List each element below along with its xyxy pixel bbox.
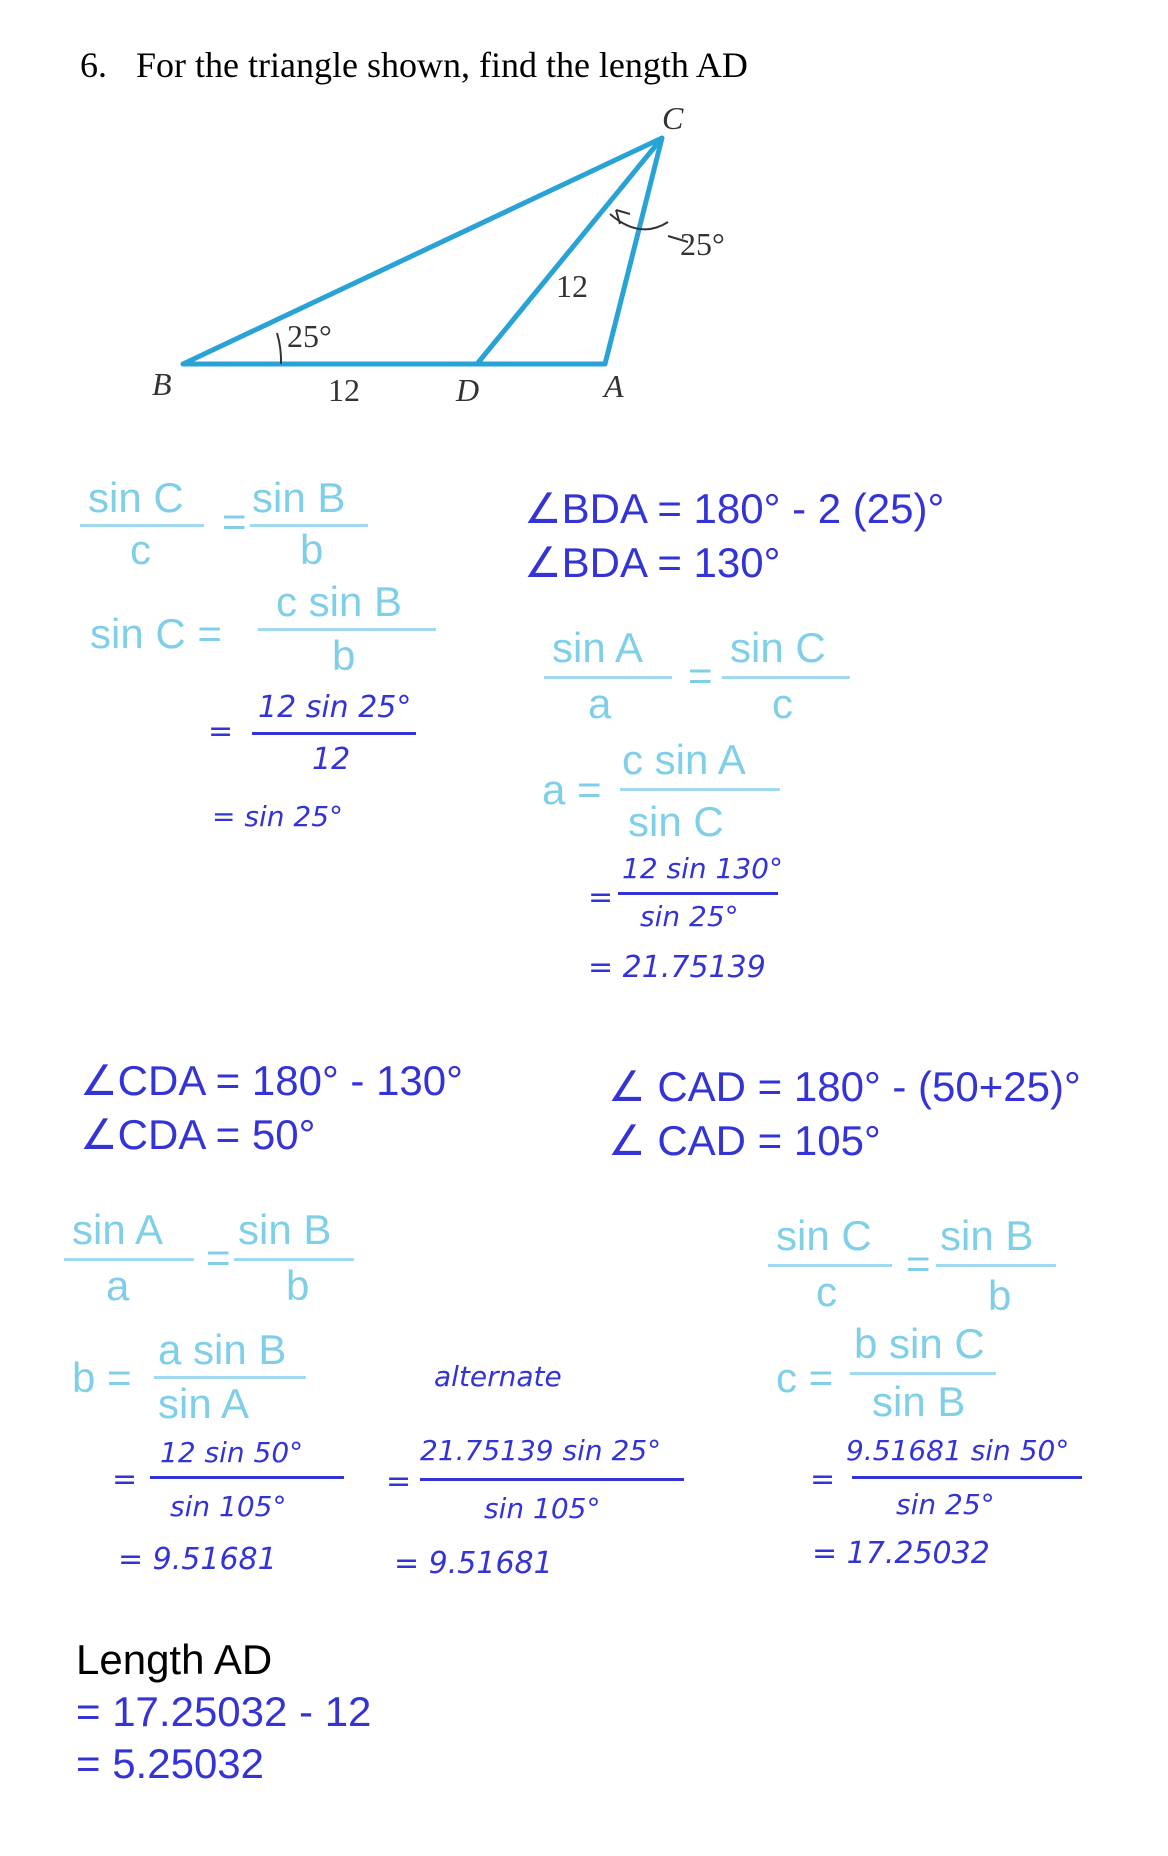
law4-num-left: sin C bbox=[776, 1212, 872, 1259]
b-result: = 9.51681 bbox=[118, 1542, 277, 1577]
sinc-num: c sin B bbox=[276, 578, 403, 625]
c-result: = 17.25032 bbox=[812, 1536, 990, 1571]
sinc-lhs: sin C = bbox=[90, 610, 222, 657]
cda-line-1: ∠CDA = 180° - 130° bbox=[80, 1057, 463, 1104]
cda-line-2: ∠CDA = 50° bbox=[80, 1111, 316, 1158]
law3-bar-right bbox=[234, 1258, 354, 1261]
a-result: = 21.75139 bbox=[588, 950, 766, 985]
answer-line-2: = 5.25032 bbox=[76, 1740, 265, 1787]
b-sub-bar bbox=[150, 1476, 344, 1479]
c-bar bbox=[850, 1372, 996, 1375]
bda-line-1: ∠BDA = 180° - 2 (25)° bbox=[524, 485, 945, 532]
triangle-lines bbox=[183, 138, 662, 364]
law4-bar-left bbox=[768, 1264, 892, 1267]
angle-label-b: 25° bbox=[287, 318, 332, 354]
law1-eq: = bbox=[222, 498, 247, 545]
vertex-label-a: A bbox=[604, 368, 624, 404]
angle-label-c: 25° bbox=[680, 226, 725, 262]
arrow-head-icon bbox=[616, 210, 630, 224]
b-den: sin A bbox=[158, 1380, 250, 1427]
law1-num-right: sin B bbox=[252, 474, 346, 521]
law1-den-right: b bbox=[300, 526, 324, 573]
a-bar bbox=[620, 788, 780, 791]
law2-bar-right bbox=[722, 676, 850, 679]
a-sub-num: 12 sin 130° bbox=[622, 852, 783, 885]
law3-bar-left bbox=[64, 1258, 194, 1261]
c-sub-bar bbox=[852, 1476, 1082, 1479]
b-bar bbox=[154, 1376, 306, 1379]
side-label-bd: 12 bbox=[328, 372, 360, 408]
bda-line-2: ∠BDA = 130° bbox=[524, 539, 781, 586]
sinc-bar bbox=[258, 628, 436, 631]
law4-den-left: c bbox=[816, 1268, 837, 1315]
law2-den-left: a bbox=[588, 680, 612, 727]
law3-den-left: a bbox=[106, 1262, 130, 1309]
b-lhs: b = bbox=[72, 1354, 132, 1401]
question-number: 6. bbox=[80, 45, 107, 85]
law3-eq: = bbox=[206, 1234, 231, 1281]
law2-num-right: sin C bbox=[730, 624, 826, 671]
sinc-den: b bbox=[332, 632, 356, 679]
law2-num-left: sin A bbox=[552, 624, 644, 671]
sinc-sub-eq: = bbox=[208, 714, 234, 749]
b-sub-den: sin 105° bbox=[170, 1490, 287, 1523]
b-sub-num: 12 sin 50° bbox=[160, 1436, 304, 1469]
law3-num-left: sin A bbox=[72, 1206, 164, 1253]
c-sub-eq: = bbox=[810, 1462, 836, 1497]
law3-den-right: b bbox=[286, 1262, 310, 1309]
law4-eq: = bbox=[906, 1240, 931, 1287]
a-sub-eq: = bbox=[588, 880, 614, 915]
b-num: a sin B bbox=[158, 1326, 287, 1373]
sinc-sub-den: 12 bbox=[312, 742, 351, 777]
law1-den-left: c bbox=[130, 526, 151, 573]
c-sub-num: 9.51681 sin 50° bbox=[846, 1434, 1070, 1467]
law4-den-right: b bbox=[988, 1272, 1012, 1319]
a-lhs: a = bbox=[542, 766, 602, 813]
alternate-label: alternate bbox=[434, 1360, 562, 1393]
side-label-cd: 12 bbox=[556, 268, 588, 304]
answer-line-1: = 17.25032 - 12 bbox=[76, 1688, 372, 1735]
a-sub-den: sin 25° bbox=[640, 900, 739, 933]
sinc-sub-bar bbox=[252, 732, 416, 735]
question-text: For the triangle shown, find the length AD bbox=[136, 45, 748, 85]
law1-num-left: sin C bbox=[88, 474, 184, 521]
vertex-label-c: C bbox=[662, 100, 684, 136]
c-den: sin B bbox=[872, 1378, 966, 1425]
triangle-figure bbox=[0, 0, 1168, 440]
b-sub-eq: = bbox=[112, 1462, 138, 1497]
cad-line-2: ∠ CAD = 105° bbox=[608, 1117, 881, 1164]
answer-title: Length AD bbox=[76, 1636, 273, 1683]
cad-line-1: ∠ CAD = 180° - (50+25)° bbox=[608, 1063, 1081, 1110]
law2-eq: = bbox=[688, 652, 713, 699]
vertex-label-b: B bbox=[152, 366, 172, 402]
alt-sub-eq: = bbox=[386, 1464, 412, 1499]
c-lhs: c = bbox=[776, 1354, 834, 1401]
law4-num-right: sin B bbox=[940, 1212, 1034, 1259]
law2-den-right: c bbox=[772, 680, 793, 727]
law3-num-right: sin B bbox=[238, 1206, 332, 1253]
sinc-result: = sin 25° bbox=[212, 800, 344, 833]
law4-bar-right bbox=[936, 1264, 1056, 1267]
triangle-outline bbox=[183, 138, 662, 364]
angle-arc-b bbox=[277, 333, 281, 364]
a-sub-bar bbox=[618, 892, 778, 895]
c-num: b sin C bbox=[854, 1320, 985, 1367]
sinc-sub-num: 12 sin 25° bbox=[258, 690, 412, 725]
alt-sub-den: sin 105° bbox=[484, 1492, 601, 1525]
alt-sub-num: 21.75139 sin 25° bbox=[420, 1434, 662, 1467]
a-num: c sin A bbox=[622, 736, 746, 783]
c-sub-den: sin 25° bbox=[896, 1488, 995, 1521]
law2-bar-left bbox=[544, 676, 672, 679]
alt-sub-bar bbox=[420, 1478, 684, 1481]
alt-result: = 9.51681 bbox=[394, 1546, 553, 1581]
a-den: sin C bbox=[628, 798, 724, 845]
vertex-label-d: D bbox=[456, 372, 480, 408]
